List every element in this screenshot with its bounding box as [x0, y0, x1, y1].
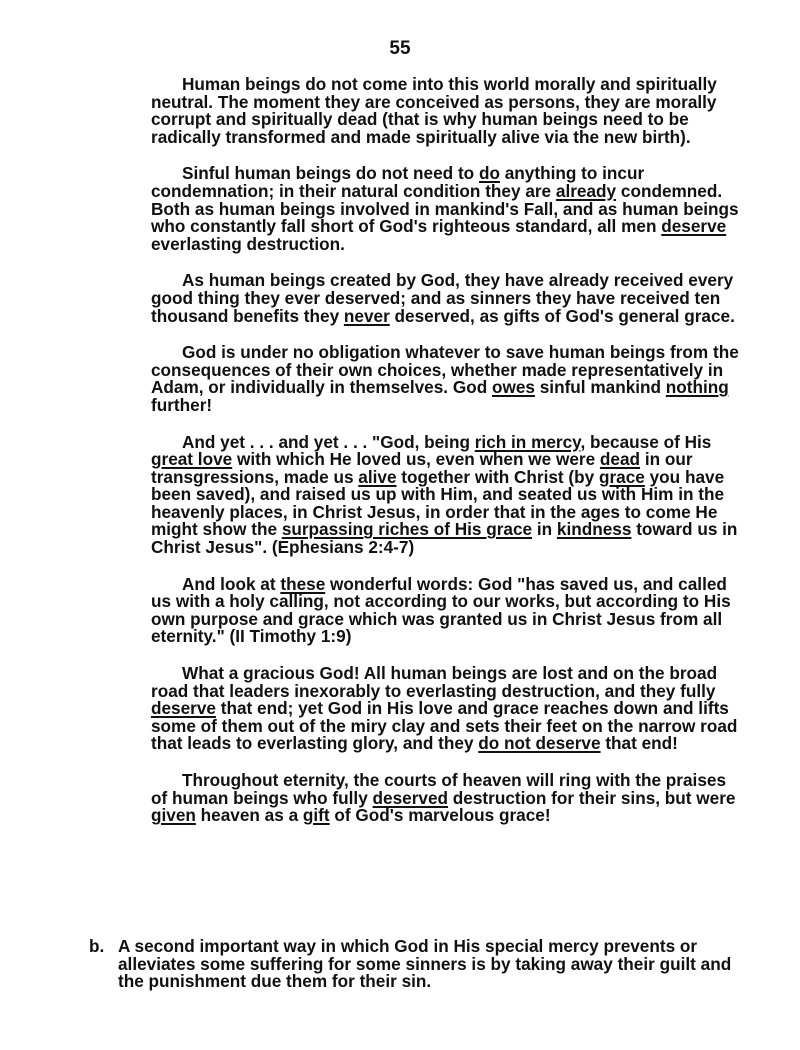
paragraph-text: sinful mankind [534, 377, 666, 398]
underlined-text: these [280, 573, 326, 594]
paragraph-text: everlasting destruction. [151, 233, 345, 254]
paragraph-text: wonderful words: God "has saved us, and called us with a holy calling, not according to our works, but according to His own purpose and grace which was granted us in Christ Jesus from all eternity." (II Timothy 1:9) [151, 573, 731, 647]
paragraph-text: And yet . . . and yet . . . "God, being [182, 431, 475, 452]
paragraph-text: together with Christ (by [396, 466, 599, 487]
paragraph-6 [151, 573, 741, 647]
list-item-b [89, 938, 739, 991]
underlined-text: surpassing riches of His grace [281, 519, 533, 540]
paragraph-text: that end! [600, 733, 678, 754]
paragraph-text: condemned. Both as human beings involved in mankind's Fall, and as human beings who constantly fall short of God's righteous standard, all men [151, 180, 739, 237]
underlined-text: gift [302, 805, 330, 826]
paragraph-5 [151, 431, 741, 558]
paragraph-text: destruction for their sins, but were [448, 787, 736, 808]
paragraph-text: Throughout eternity, the courts of heaven will ring with the praises of human beings who fully [151, 770, 727, 808]
underlined-text: owes [491, 377, 535, 398]
underlined-text: deserve [151, 698, 216, 719]
paragraph-text: toward us in Christ Jesus". (Ephesians 2:4-7) [151, 519, 738, 558]
underlined-text: do [478, 163, 500, 184]
paragraph-text: , because of His [580, 431, 712, 452]
underlined-text: do not deserve [478, 733, 601, 754]
underlined-text: kindness [556, 519, 632, 540]
paragraph-text: And look at [182, 573, 281, 594]
page-number: 55 [389, 38, 411, 59]
paragraph-text: Human beings do not come into this world morally and spiritually neutral. The moment they are conceived as persons, they are morally corrupt and spiritually dead (that is why human beings need to be radically transformed and made spiritually alive via the new birth). [151, 74, 717, 147]
paragraph-text: What a gracious God! All human beings are lost and on the broad road that leaders inexorably to everlasting destruction, and they fully [151, 663, 718, 701]
underlined-text: alive [358, 466, 397, 487]
body-text [151, 76, 741, 844]
underlined-text: great love [151, 449, 233, 470]
paragraph-text: Sinful human beings do not need to [182, 163, 479, 184]
underlined-text: nothing [665, 377, 729, 398]
paragraph-text: heaven as a [195, 805, 303, 826]
paragraph-text: you have been saved), and raised us up with Him, and seated us with Him in the heavenly places, in Christ Jesus, in order that in the ages to come He might show the [151, 466, 725, 540]
paragraph-7 [151, 665, 741, 753]
paragraph-text: anything to incur condemnation; in their natural condition they are [151, 163, 645, 201]
paragraph-text: further! [151, 394, 213, 415]
paragraph-text: in our transgressions, made us [151, 449, 693, 487]
paragraph-4 [151, 344, 741, 414]
underlined-text: given [151, 805, 196, 826]
paragraph-text: with which He loved us, even when we were [232, 449, 600, 470]
underlined-text: deserve [661, 216, 727, 237]
paragraph-2 [151, 165, 741, 253]
underlined-text: never [343, 305, 390, 326]
list-item-text: A second important way in which God in His special mercy prevents or alleviates some suffering for some sinners is by taking away their guilt and the punishment due them for their sin. [118, 936, 732, 992]
paragraph-text: of God's marvelous grace! [329, 805, 551, 826]
underlined-text: deserved [372, 787, 449, 808]
paragraph-text: God is under no obligation whatever to save human beings from the consequences of their own choices, whether made representatively in Adam, or individually in themselves. God [151, 342, 739, 398]
paragraph-1 [151, 76, 741, 146]
underlined-text: already [555, 180, 617, 201]
paragraph-text: As human beings created by God, they have already received every good thing they ever deserved; and as sinners they have received ten thousand benefits they [151, 270, 734, 326]
list-marker: b. [89, 936, 105, 956]
paragraph-text: that end; yet God in His love and grace reaches down and lifts some of them out of the miry clay and sets their feet on the narrow road that leads to everlasting glory, and they [151, 698, 738, 754]
paragraph-8 [151, 772, 741, 825]
paragraph-text: in [532, 519, 557, 540]
paragraph-text: deserved, as gifts of God's general grace. [389, 305, 735, 326]
underlined-text: dead [599, 449, 641, 470]
underlined-text: rich in mercy [474, 431, 581, 452]
underlined-text: grace [598, 466, 645, 487]
paragraph-3 [151, 272, 741, 325]
